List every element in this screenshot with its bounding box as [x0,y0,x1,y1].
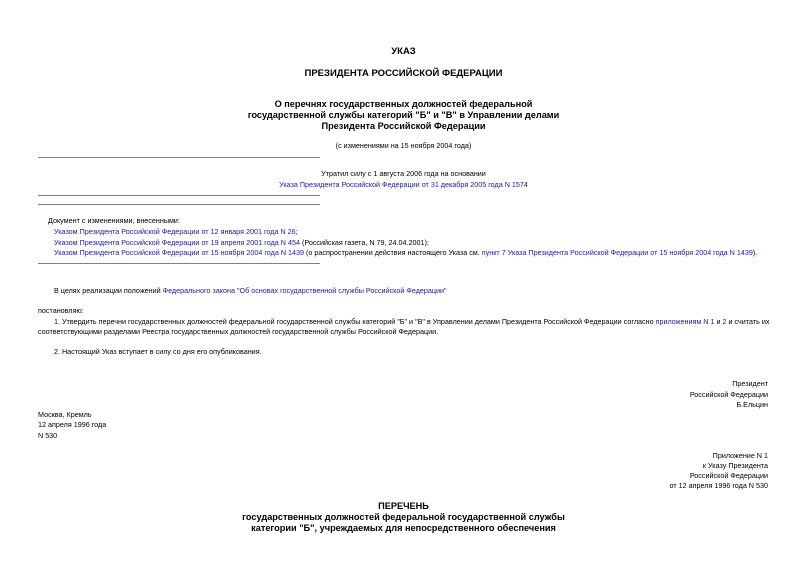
divider [38,263,320,264]
appendix-line-4: от 12 апреля 1996 года N 530 [669,481,768,490]
list-title: ПЕРЕЧЕНЬ [378,501,429,511]
place: Москва, Кремль [38,410,92,419]
decree-word: постановляю: [38,306,84,315]
signature-name: Б.Ельцин [736,400,768,409]
appendix-1-link[interactable]: приложениям N 1 [655,317,715,326]
federal-law-link[interactable]: Федерального закона "Об основах государственной службы Российской Федерации" [162,286,447,295]
subject-line-2: государственной службы категорий "Б" и "В" в Управлении делами [247,110,560,120]
issuer-title: ПРЕЗИДЕНТА РОССИЙСКОЙ ФЕДЕРАЦИИ [304,68,503,79]
list-title-line-2: государственных должностей федеральной государственной службы [242,512,565,522]
divider [38,204,320,205]
date: 12 апреля 1996 года [38,420,107,429]
amendment-item [54,238,429,247]
divider [38,157,320,158]
signature-title-2: Российской Федерации [689,390,768,399]
doc-type-title: УКАЗ [391,46,416,57]
subject-line-1: О перечнях государственных должностей федеральной [274,99,533,109]
amendment-tail-3: (о распространении действия настоящего Указа см. [304,248,482,257]
changes-note: (с изменениями на 15 ноября 2004 года) [335,141,472,150]
expired-text: Утратил силу с 1 августа 2006 года на основании [321,169,486,178]
point-1-line-1: 1. Утвердить перечни государственных должностей федеральной государственной службы категорий "Б" и "В" в Управлении делами Президента Российской Федерации согласно приложениям N 1 и 2 и считать их [54,317,770,326]
list-title-line-3: категории "Б", учреждаемых для непосредственного обеспечения [251,523,556,533]
preamble-before: В целях реализации положений [54,286,163,295]
preamble [54,286,447,295]
amendment-link-4[interactable]: пункт 7 Указа Президента Российской Федерации от 15 ноября 2004 года N 1439 [481,248,753,257]
signature-title-1: Президент [732,379,768,388]
appendix-2-link[interactable]: 2 [722,317,727,326]
amendment-link-1[interactable]: Указом Президента Российской Федерации от 12 января 2001 года N 26 [54,227,296,236]
expired-decree-link[interactable]: Указа Президента Российской Федерации от 31 декабря 2005 года N 1574 [279,180,528,189]
amendment-item [54,227,298,236]
appendix-line-1: Приложение N 1 [712,451,768,460]
amendment-tail-4: ). [752,248,758,257]
amendment-link-2[interactable]: Указом Президента Российской Федерации от 19 апреля 2001 года N 454 [54,238,300,247]
point-2: 2. Настоящий Указ вступает в силу со дня его опубликования. [54,347,262,356]
appendix-line-3: Российской Федерации [689,471,768,480]
amendment-tail-2: (Российская газета, N 79, 24.04.2001); [299,238,429,247]
point-1-line-2: соответствующими разделами Реестра государственных должностей государственной службы Российской Федерации. [38,327,439,336]
divider [38,195,320,196]
decree-number: N 530 [38,431,58,440]
appendix-line-2: к Указу Президента [702,461,768,470]
amendment-tail-1: ; [295,227,298,236]
subject-line-3: Президента Российской Федерации [321,121,486,131]
amendment-link-3[interactable]: Указом Президента Российской Федерации от 15 ноября 2004 года N 1439 [54,248,304,257]
amendment-item [54,248,757,257]
amendments-intro: Документ с изменениями, внесенными: [48,216,180,225]
